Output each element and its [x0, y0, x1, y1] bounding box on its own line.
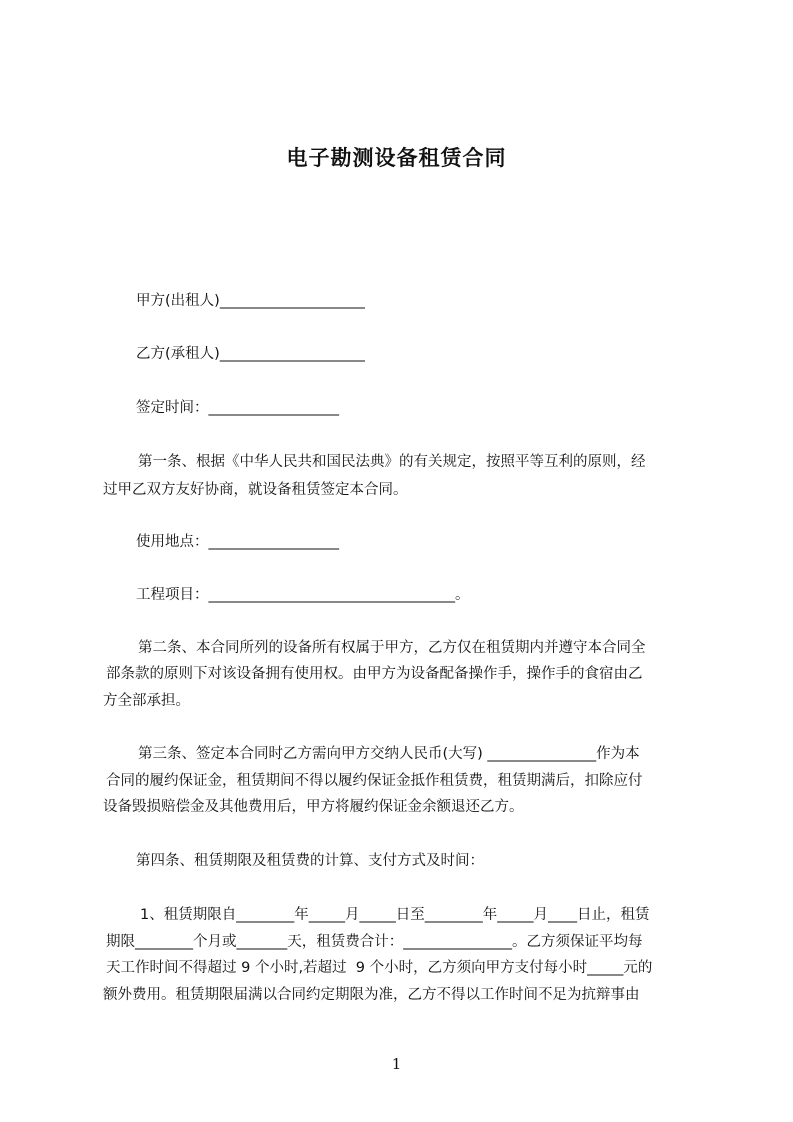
project-line: 工程项目：__________________________________。 [136, 587, 470, 603]
party-a-line: 甲方(出租人)____________________ [136, 293, 365, 309]
article1-line: 过甲乙双方友好协商，就设备租赁签定本合同。 [103, 482, 408, 498]
article2-line: 方全部承担。 [103, 693, 190, 709]
article3-line: 第三条、签定本合同时乙方需向甲方交纳人民币(大写) _______________作为本 [138, 746, 640, 762]
article3-line: 设备毁损赔偿金及其他费用后，甲方将履约保证金余额退还乙方。 [103, 799, 524, 815]
sign-time-line: 签定时间：__________________ [136, 400, 339, 416]
party-b-line: 乙方(承租人)____________________ [136, 346, 365, 362]
article4-item1-line: 1、租赁期限自________年_____月_____日至________年_____月____日止，租赁 [140, 907, 650, 923]
article1-line: 第一条、根据《中华人民共和国民法典》的有关规定，按照平等互利的原则，经 [138, 454, 646, 470]
article2-line: 部条款的原则下对该设备拥有使用权。由甲方为设备配备操作手，操作手的食宿由乙 [106, 666, 643, 682]
document-title: 电子勘测设备租赁合同 [286, 146, 507, 170]
location-line: 使用地点：__________________ [136, 534, 339, 550]
page-number: 1 [391, 1055, 402, 1073]
article3-line: 合同的履约保证金，租赁期间不得以履约保证金抵作租赁费，租赁期满后，扣除应付 [106, 773, 643, 789]
article4-heading: 第四条、租赁期限及租赁费的计算、支付方式及时间： [136, 853, 484, 869]
article4-item1-line: 期限________个月或_______天，租赁费合计：_______________。乙方须保证平均每 [106, 934, 643, 950]
article4-item1-line: 额外费用。租赁期限届满以合同约定期限为准，乙方不得以工作时间不足为抗辩事由 [103, 987, 640, 1003]
article4-item1-line: 天工作时间不得超过 9 个小时,若超过 9 个小时，乙方须向甲方支付每小时_____元的 [106, 960, 653, 976]
article2-line: 第二条、本合同所列的设备所有权属于甲方，乙方仅在租赁期内并遵守本合同全 [138, 640, 646, 656]
